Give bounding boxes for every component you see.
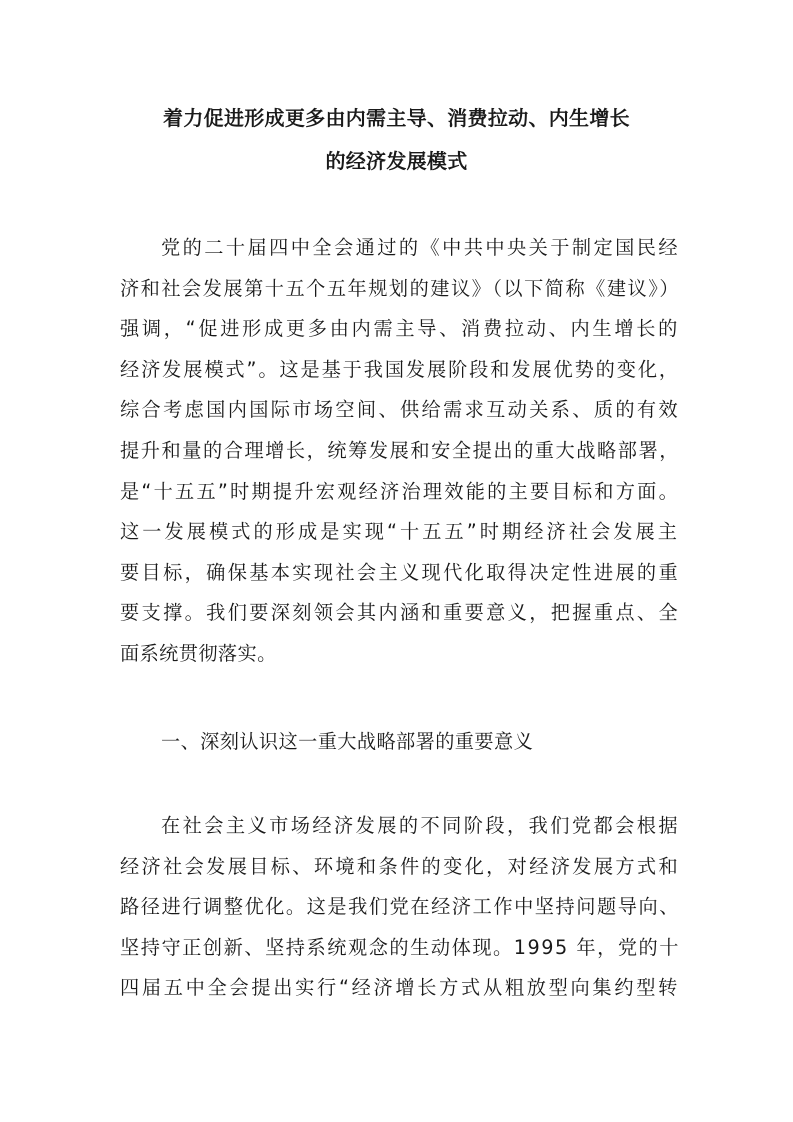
title-line: 的经济发展模式 (325, 149, 468, 173)
paragraph-line: 要目标，确保基本实现社会主义现代化取得决定性进展的重 (120, 560, 680, 584)
section-heading (120, 722, 680, 763)
section-paragraph (120, 806, 680, 1009)
paragraph-line: 经济发展模式”。这是基于我国发展阶段和发展优势的变化， (120, 357, 680, 381)
title-line: 着力促进形成更多由内需主导、消费拉动、内生增长 (163, 106, 630, 130)
paragraph-line: 济和社会发展第十五个五年规划的建议》（以下简称《建议》） (120, 276, 680, 300)
paragraph-line: 坚持守正创新、坚持系统观念的生动体现。1995 年，党的十 (120, 935, 680, 959)
paragraph-line: 在社会主义市场经济发展的不同阶段，我们党都会根据 (161, 814, 680, 837)
document-title (100, 97, 693, 183)
paragraph-line: 强调，“促进形成更多由内需主导、消费拉动、内生增长的 (120, 317, 680, 341)
paragraph-line: 要支撑。我们要深刻领会其内涵和重要意义，把握重点、全 (120, 601, 680, 625)
paragraph-line: 四届五中全会提出实行“经济增长方式从粗放型向集约型转 (120, 976, 680, 1000)
paragraph-line: 这一发展模式的形成是实现“十五五”时期经济社会发展主 (120, 520, 680, 544)
paragraph-line: 提升和量的合理增长，统筹发展和安全提出的重大战略部署， (120, 438, 680, 462)
intro-paragraph (120, 228, 680, 675)
paragraph-line: 综合考虑国内国际市场空间、供给需求互动关系、质的有效 (120, 398, 680, 422)
section-heading-text: 一、深刻认识这一重大战略部署的重要意义 (161, 730, 534, 753)
paragraph-line: 路径进行调整优化。这是我们党在经济工作中坚持问题导向、 (120, 895, 680, 919)
paragraph-line: 党的二十届四中全会通过的《中共中央关于制定国民经 (161, 236, 680, 259)
paragraph-line: 是“十五五”时期提升宏观经济治理效能的主要目标和方面。 (120, 479, 680, 503)
paragraph-line: 经济社会发展目标、环境和条件的变化，对经济发展方式和 (120, 854, 680, 878)
paragraph-line: 面系统贯彻落实。 (120, 641, 277, 665)
